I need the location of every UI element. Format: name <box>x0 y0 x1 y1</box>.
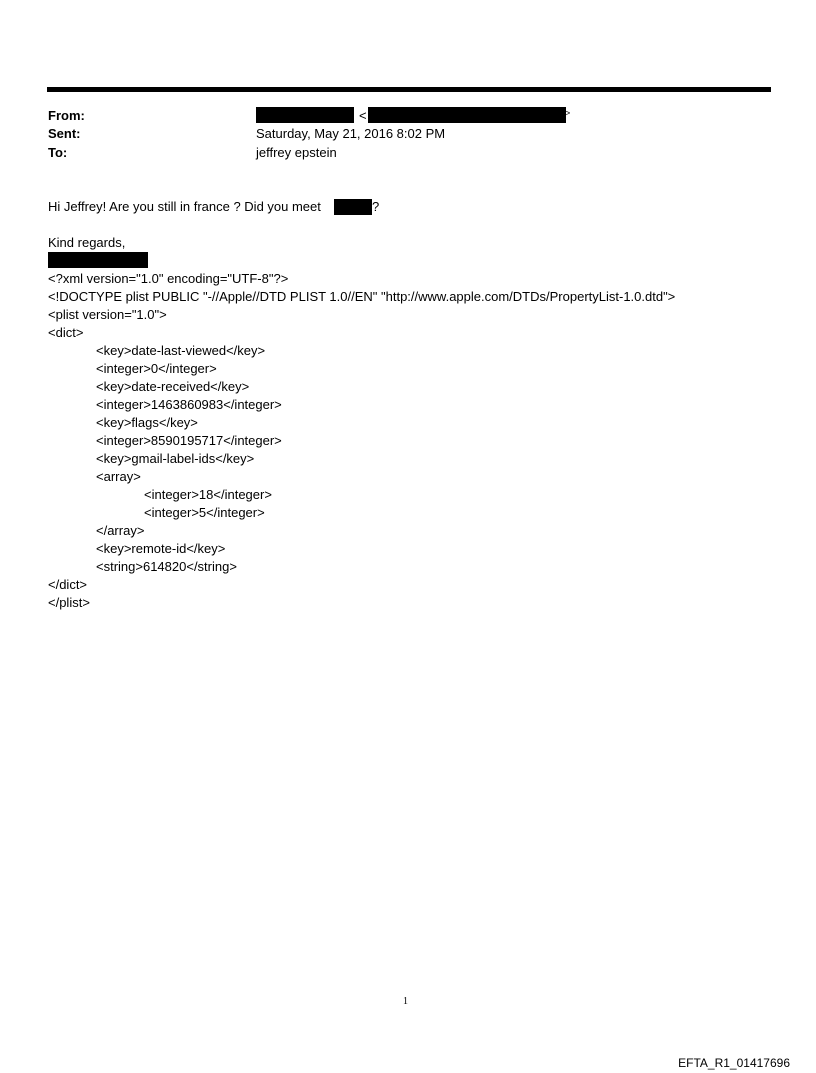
plist-line: <?xml version="1.0" encoding="UTF-8"?> <box>48 271 289 286</box>
to-value: jeffrey epstein <box>256 145 337 160</box>
plist-line: </plist> <box>48 595 90 610</box>
plist-line: <key>date-received</key> <box>96 379 250 394</box>
greeting-question-mark: ? <box>372 199 380 214</box>
plist-line: </array> <box>96 523 145 538</box>
plist-line: <key>gmail-label-ids</key> <box>96 451 255 466</box>
from-label: From: <box>48 108 85 123</box>
plist-line: <integer>18</integer> <box>144 487 272 502</box>
to-label: To: <box>48 145 68 160</box>
plist-line: <key>date-last-viewed</key> <box>96 343 266 358</box>
plist-line: <array> <box>96 469 141 484</box>
plist-line: <string>614820</string> <box>96 559 237 574</box>
redacted-sender-email <box>368 107 566 123</box>
plist-line: </dict> <box>48 577 88 592</box>
plist-line: <key>flags</key> <box>96 415 198 430</box>
plist-line: <integer>5</integer> <box>144 505 265 520</box>
sent-value: Saturday, May 21, 2016 8:02 PM <box>256 126 446 141</box>
redacted-signature <box>48 252 148 268</box>
closing-text: Kind regards, <box>48 235 126 250</box>
plist-line: <key>remote-id</key> <box>96 541 226 556</box>
plist-line: <integer>1463860983</integer> <box>96 397 282 412</box>
plist-line: <integer>8590195717</integer> <box>96 433 282 448</box>
page-number: 1 <box>403 996 408 1007</box>
document-id: EFTA_R1_01417696 <box>678 1056 790 1070</box>
plist-line: <!DOCTYPE plist PUBLIC "-//Apple//DTD PLIST 1.0//EN" "http://www.apple.com/DTDs/PropertyList-1.0.dtd"> <box>48 289 676 304</box>
plist-line: <integer>0</integer> <box>96 361 217 376</box>
greeting-text: Hi Jeffrey! Are you still in france ? Did you meet <box>48 199 321 214</box>
from-gt: > <box>565 108 571 118</box>
header-rule <box>47 87 771 92</box>
redacted-sender-name <box>256 107 354 123</box>
plist-line: <plist version="1.0"> <box>48 307 167 322</box>
redacted-name <box>334 199 372 215</box>
from-lt: < <box>359 108 367 123</box>
plist-line: <dict> <box>48 325 84 340</box>
sent-label: Sent: <box>48 126 81 141</box>
